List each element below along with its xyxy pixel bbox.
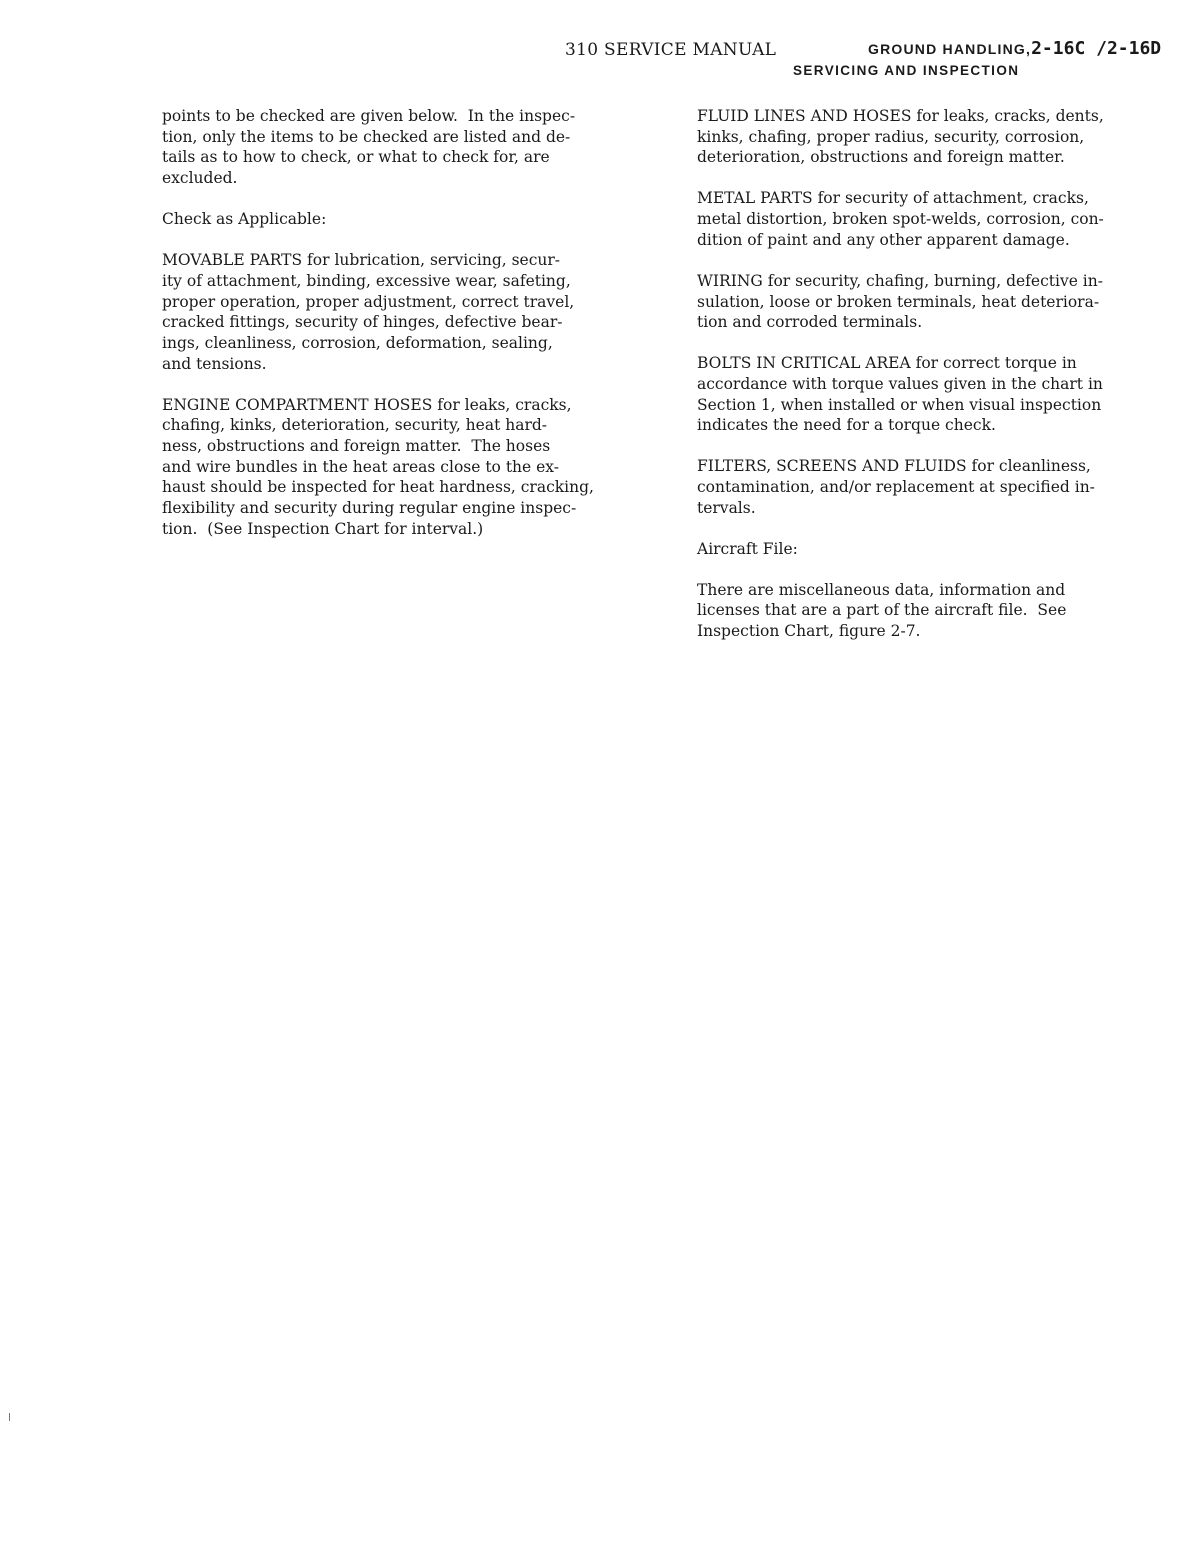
manual-title: 310 SERVICE MANUAL xyxy=(565,40,777,60)
paragraph-aircraft-file-heading: Aircraft File: xyxy=(697,539,798,558)
right-column xyxy=(697,106,1182,662)
paragraph-numbers: 2-16C /2-16D xyxy=(1031,38,1162,59)
subsection-title: SERVICING AND INSPECTION xyxy=(793,63,1020,78)
section-title-text: GROUND HANDLING, xyxy=(868,41,1032,57)
paragraph-aircraft-file-body: There are miscellaneous data, information and licenses that are a part of the aircraft file. See Inspection Chart, figure 2-7. xyxy=(697,580,1067,641)
paragraph-movable-parts: MOVABLE PARTS for lubrication, servicing, secur- ity of attachment, binding, excessive wear, safeting, proper operation, proper adjustment, correct travel, cracked fittings, security of hinges, defective bear- ings, cleanliness, corrosion, deformation, sealing, and tensions. xyxy=(162,251,575,373)
paragraph-engine-compartment-hoses: ENGINE COMPARTMENT HOSES for leaks, cracks, chafing, kinks, deterioration, security, heat hard- ness, obstructions and foreign matter. The hoses and wire bundles in the heat areas close to the ex- haust should be inspected for heat hardness, cracking, flexibility and security during regular engine inspec- tion. (See Inspection Chart for interval.) xyxy=(162,395,594,538)
paragraph-metal-parts: METAL PARTS for security of attachment, cracks, metal distortion, broken spot-welds, corrosion, con- dition of paint and any other apparent damage. xyxy=(697,189,1104,249)
paragraph-fluid-lines: FLUID LINES AND HOSES for leaks, cracks, dents, kinks, chafing, proper radius, security, corrosion, deterioration, obstructions and foreign matter. xyxy=(697,107,1104,167)
section-title xyxy=(868,38,1161,59)
paragraph-filters: FILTERS, SCREENS AND FLUIDS for cleanliness, contamination, and/or replacement at specified in- tervals. xyxy=(697,457,1095,517)
paragraph-bolts: BOLTS IN CRITICAL AREA for correct torque in accordance with torque values given in the chart in Section 1, when installed or when visual inspection indicates the need for a torque check. xyxy=(697,354,1103,435)
left-column xyxy=(162,106,657,560)
paragraph-wiring: WIRING for security, chafing, burning, defective in- sulation, loose or broken terminals, heat deteriora- tion and corroded terminals. xyxy=(697,271,1103,332)
scan-mark xyxy=(9,1413,10,1421)
paragraph-intro: points to be checked are given below. In the inspec- tion, only the items to be checked are listed and de- tails as to how to check, or what to check for, are excluded. xyxy=(162,107,576,188)
paragraph-check-applicable: Check as Applicable: xyxy=(162,210,327,229)
